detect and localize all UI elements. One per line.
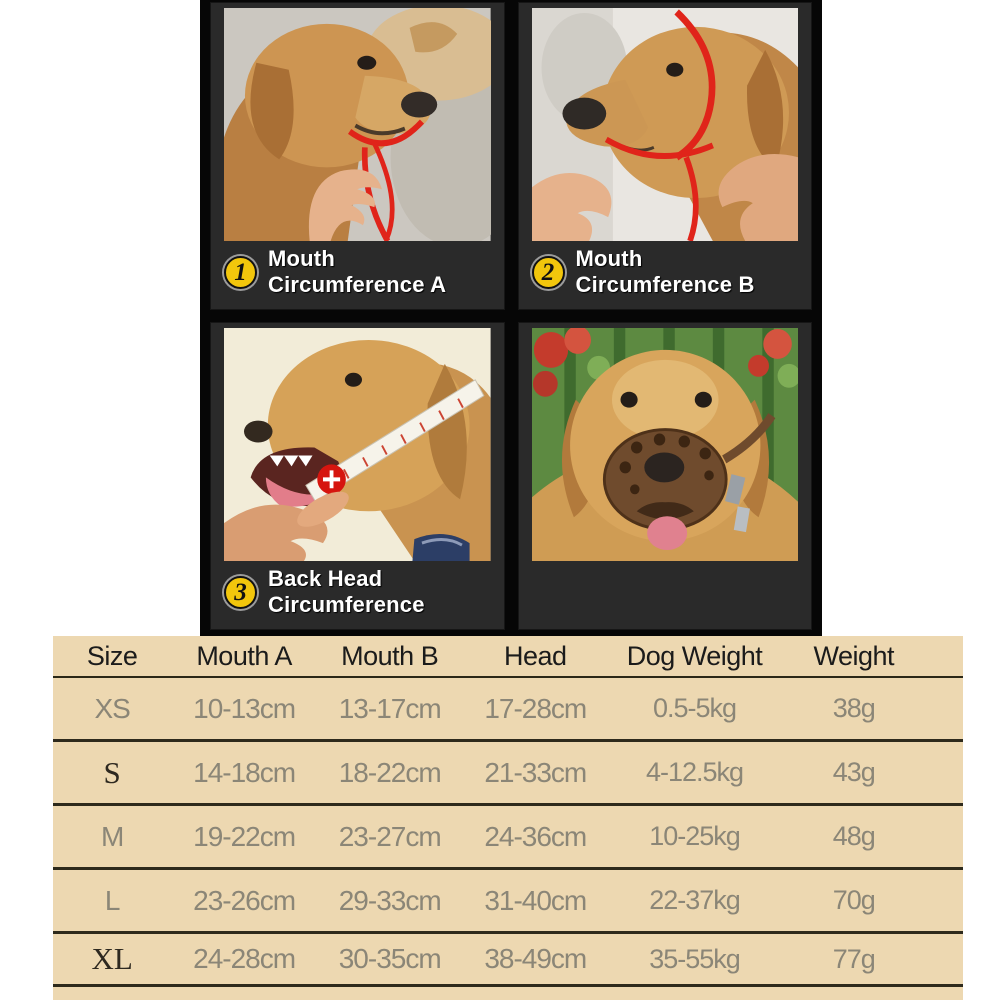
- weight-cell: 43g: [832, 757, 875, 787]
- table-header-row: [53, 636, 963, 678]
- head-cell: 38-49cm: [484, 943, 587, 974]
- weight-cell: 48g: [832, 821, 875, 851]
- table-row-l: [53, 870, 963, 934]
- table-row-xs: [53, 678, 963, 742]
- caption-line2: Circumference: [268, 592, 425, 617]
- measurement-guide-panel: [200, 0, 822, 636]
- step-card-mouth-b: [519, 3, 812, 309]
- step-1-badge: 1: [224, 256, 257, 289]
- size-chart-table: [53, 636, 963, 1000]
- table-row-s: [53, 742, 963, 806]
- photo-mouth-circumference-b: [532, 8, 799, 241]
- size-cell: S: [103, 754, 121, 790]
- mouth-b-cell: 29-33cm: [338, 884, 441, 916]
- mouth-a-cell: 10-13cm: [193, 692, 296, 724]
- photo-dog-wearing-muzzle: [532, 328, 799, 561]
- dog-weight-cell: 10-25kg: [649, 821, 740, 851]
- mouth-a-cell: 19-22cm: [193, 820, 296, 852]
- caption-line2: Circumference A: [268, 272, 447, 297]
- caption-back-head: [224, 561, 491, 623]
- mouth-b-cell: 23-27cm: [338, 820, 441, 852]
- dog-weight-cell: 4-12.5kg: [645, 757, 744, 787]
- dog-measure-back-head-illustration: [224, 328, 491, 561]
- caption-mouth-a: [224, 241, 491, 303]
- table-row-m: [53, 806, 963, 870]
- head-cell: 17-28cm: [484, 692, 587, 724]
- size-cell: M: [100, 820, 124, 852]
- dog-weight-cell: 22-37kg: [649, 885, 740, 915]
- dog-measure-mouth-a-illustration: [224, 8, 491, 241]
- mouth-a-cell: 14-18cm: [193, 756, 296, 788]
- photo-mouth-circumference-a: [224, 8, 491, 241]
- size-cell: L: [104, 884, 120, 916]
- dog-weight-cell: 35-55kg: [649, 943, 740, 974]
- caption-line1: Back Head: [268, 566, 383, 592]
- mouth-a-cell: 24-28cm: [193, 943, 296, 974]
- card-footer-spacer: [532, 561, 799, 623]
- table-row-xl: [53, 934, 963, 987]
- size-cell: XS: [94, 692, 130, 724]
- muzzle-result-card: [519, 323, 812, 629]
- caption-line1: Mouth: [575, 246, 643, 272]
- caption-line2: Circumference B: [575, 272, 755, 297]
- weight-cell: 77g: [832, 943, 875, 974]
- weight-cell: 70g: [832, 885, 875, 915]
- step-card-back-head: [211, 323, 504, 629]
- mouth-b-cell: 18-22cm: [338, 756, 441, 788]
- dog-wearing-muzzle-illustration: [532, 328, 799, 561]
- col-header-head: Head: [504, 640, 567, 671]
- caption-line1: Mouth: [268, 246, 335, 272]
- head-cell: 21-33cm: [484, 756, 587, 788]
- mouth-b-cell: 13-17cm: [338, 692, 441, 724]
- col-header-dog-weight: Dog Weight: [626, 640, 763, 671]
- head-cell: 31-40cm: [484, 884, 587, 916]
- col-header-mouth-b: Mouth B: [341, 640, 439, 671]
- caption-text-mouth-b: [576, 246, 755, 298]
- col-header-size: Size: [86, 640, 138, 671]
- caption-text-back-head: [268, 566, 425, 618]
- weight-cell: 38g: [832, 693, 875, 723]
- photo-back-head-circumference: [224, 328, 491, 561]
- size-cell: XL: [91, 941, 133, 976]
- col-header-mouth-a: Mouth A: [196, 640, 292, 671]
- step-3-badge: 3: [224, 576, 257, 609]
- mouth-a-cell: 23-26cm: [193, 884, 296, 916]
- dog-weight-cell: 0.5-5kg: [652, 693, 737, 723]
- dog-measure-mouth-b-illustration: [532, 8, 799, 241]
- step-card-mouth-a: [211, 3, 504, 309]
- caption-text-mouth-a: [268, 246, 446, 298]
- head-cell: 24-36cm: [484, 820, 587, 852]
- caption-mouth-b: [532, 241, 799, 303]
- step-2-badge: 2: [532, 256, 565, 289]
- mouth-b-cell: 30-35cm: [338, 943, 441, 974]
- col-header-weight: Weight: [813, 640, 895, 671]
